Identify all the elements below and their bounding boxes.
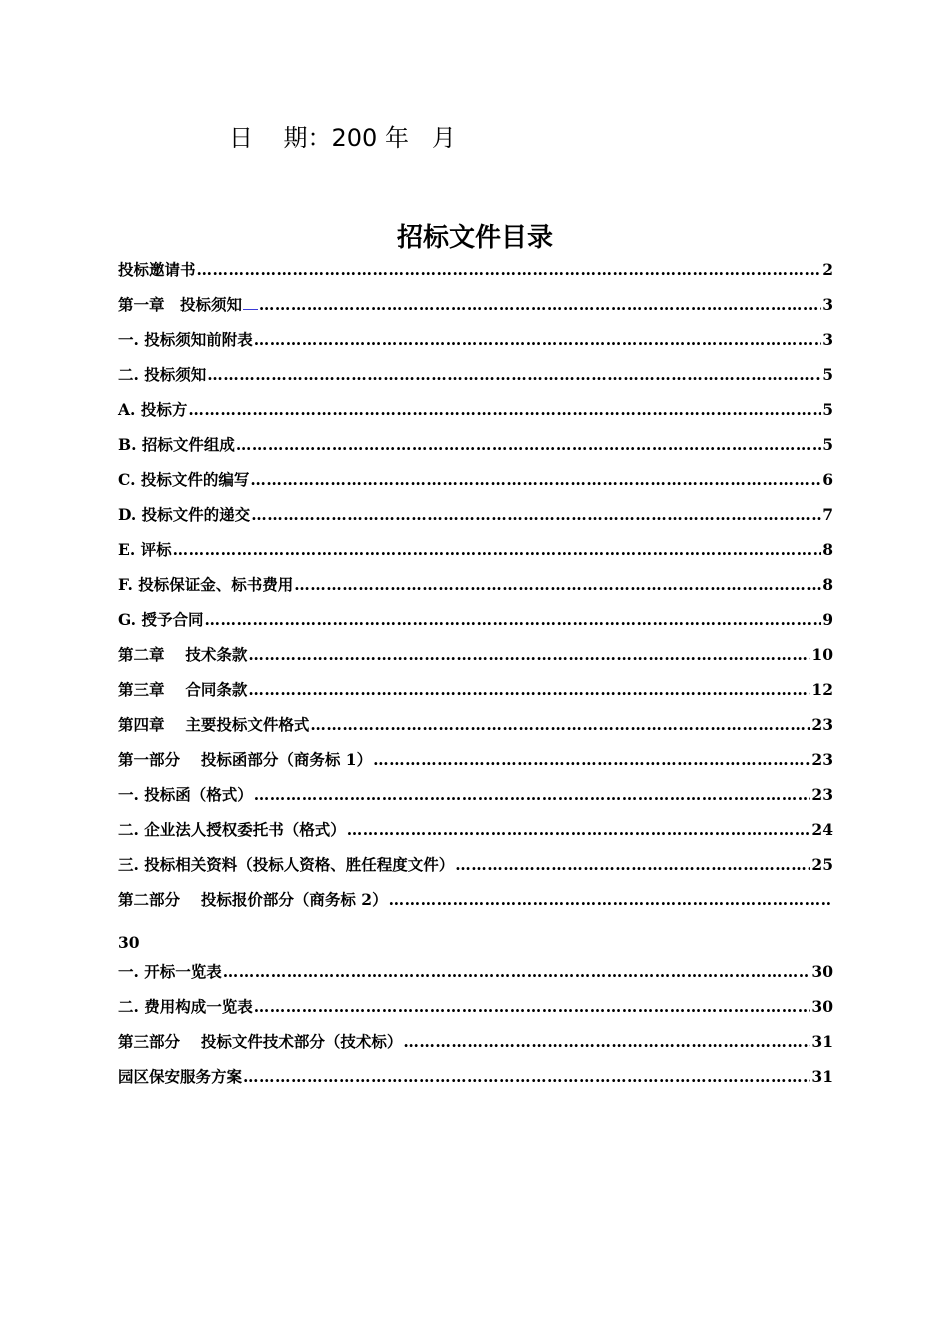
toc-item[interactable] <box>118 328 833 363</box>
toc-item-page: 7 <box>822 505 833 524</box>
toc-leader-dots <box>294 575 821 594</box>
toc-leader-dots <box>310 715 810 734</box>
toc-item-label: 第一章 投标须知 <box>118 295 243 314</box>
toc-leader-dots <box>188 400 821 419</box>
toc-item-label: E. 评标 <box>118 540 172 559</box>
toc-item[interactable] <box>118 258 833 293</box>
toc-item-label: 三. 投标相关资料（投标人资格、胜任程度文件） <box>118 855 455 874</box>
toc-leader-dots <box>373 750 810 769</box>
toc-leader-dots <box>250 470 821 489</box>
toc-leader-dots <box>347 820 811 839</box>
toc-item-page: 5 <box>822 435 833 454</box>
toc-leader-dots <box>254 785 811 804</box>
toc-leader-dots <box>173 540 822 559</box>
toc-item[interactable] <box>118 995 833 1030</box>
toc-item[interactable] <box>118 643 833 678</box>
toc-item[interactable] <box>118 1065 833 1100</box>
toc-item-page: 8 <box>822 575 833 594</box>
toc-leader-dots <box>248 645 810 664</box>
toc-item-label: 园区保安服务方案 <box>118 1067 243 1086</box>
toc-leader-dots <box>403 1032 810 1051</box>
toc-item[interactable] <box>118 363 833 398</box>
toc-item-label: 二. 投标须知 <box>118 365 207 384</box>
toc-item[interactable] <box>118 573 833 608</box>
toc-leader-dots <box>251 505 821 524</box>
toc-item-first-line <box>118 888 833 923</box>
toc-item-label: 第三章 合同条款 <box>118 680 248 699</box>
toc-item-label: 第二部分 投标报价部分（商务标 2） <box>118 890 388 909</box>
toc-item-page: 3 <box>822 330 833 349</box>
toc-item[interactable] <box>118 608 833 643</box>
toc-item[interactable] <box>118 818 833 853</box>
toc-item[interactable] <box>118 1030 833 1065</box>
toc-item-page: 2 <box>822 260 833 279</box>
toc-item-label: D. 投标文件的递交 <box>118 505 251 524</box>
toc-item-page: 23 <box>811 785 833 804</box>
toc-leader-dots <box>223 962 811 981</box>
toc-item-label: 第四章 主要投标文件格式 <box>118 715 310 734</box>
toc-item-page: 12 <box>811 680 833 699</box>
toc-item[interactable] <box>118 748 833 783</box>
toc-item[interactable] <box>118 783 833 818</box>
toc-item-label: B. 招标文件组成 <box>118 435 235 454</box>
date-line: 日 期：200 年 月 <box>229 124 456 152</box>
toc-item-page: 23 <box>811 750 833 769</box>
toc-item[interactable] <box>118 433 833 468</box>
toc-item-label: 二. 企业法人授权委托书（格式） <box>118 820 346 839</box>
toc-item-page: 30 <box>811 997 833 1016</box>
toc-leader-dots <box>254 330 821 349</box>
toc-item-page: 9 <box>822 610 833 629</box>
toc-item-page: 5 <box>822 365 833 384</box>
toc-item-label: 投标邀请书 <box>118 260 196 279</box>
toc-item-page: 8 <box>822 540 833 559</box>
toc-item-page: 31 <box>811 1067 833 1086</box>
toc-item-label: 一. 投标函（格式） <box>118 785 253 804</box>
toc-leader-dots <box>455 855 810 874</box>
toc-item[interactable] <box>118 503 833 538</box>
toc-item-label: 第一部分 投标函部分（商务标 1） <box>118 750 373 769</box>
toc-item-label: F. 投标保证金、标书费用 <box>118 575 294 594</box>
toc-item-page: 6 <box>822 470 833 489</box>
toc-leader-dots <box>243 1067 810 1086</box>
toc-leader-dots <box>236 435 821 454</box>
toc-list <box>118 258 833 1100</box>
toc-item-label: 第二章 技术条款 <box>118 645 248 664</box>
toc-item-page: 25 <box>811 855 833 874</box>
toc-item[interactable] <box>118 960 833 995</box>
toc-item-page: 5 <box>822 400 833 419</box>
toc-item[interactable] <box>118 468 833 503</box>
toc-item[interactable] <box>118 853 833 888</box>
toc-item-page: 23 <box>811 715 833 734</box>
toc-leader-dots <box>207 365 821 384</box>
toc-item[interactable] <box>118 398 833 433</box>
toc-leader-dots <box>254 997 811 1016</box>
toc-item[interactable] <box>118 678 833 713</box>
toc-item-page: 30 <box>118 933 140 952</box>
toc-item-label: 一. 开标一览表 <box>118 962 222 981</box>
toc-item-label: C. 投标文件的编写 <box>118 470 250 489</box>
toc-item-label: G. 授予合同 <box>118 610 204 629</box>
toc-item-page: 30 <box>811 962 833 981</box>
toc-item[interactable] <box>118 538 833 573</box>
toc-item[interactable] <box>118 888 833 960</box>
toc-leader-dots <box>204 610 821 629</box>
toc-item-page: 31 <box>811 1032 833 1051</box>
toc-item-page: 10 <box>811 645 833 664</box>
toc-item-page: 24 <box>811 820 833 839</box>
toc-item-label: 一. 投标须知前附表 <box>118 330 253 349</box>
toc-item-label: A. 投标方 <box>118 400 188 419</box>
toc-leader-dots <box>248 680 810 699</box>
toc-item-label: 第三部分 投标文件技术部分（技术标） <box>118 1032 403 1051</box>
toc-item-page: 3 <box>822 295 833 314</box>
toc-leader-dots <box>389 890 832 909</box>
toc-title: 招标文件目录 <box>396 223 553 253</box>
toc-item-label: 二. 费用构成一览表 <box>118 997 253 1016</box>
toc-item[interactable] <box>118 713 833 748</box>
toc-leader-dots <box>259 295 821 314</box>
toc-item[interactable] <box>118 293 833 328</box>
toc-leader-dots <box>197 260 822 279</box>
hyperlink-underline <box>243 295 258 310</box>
